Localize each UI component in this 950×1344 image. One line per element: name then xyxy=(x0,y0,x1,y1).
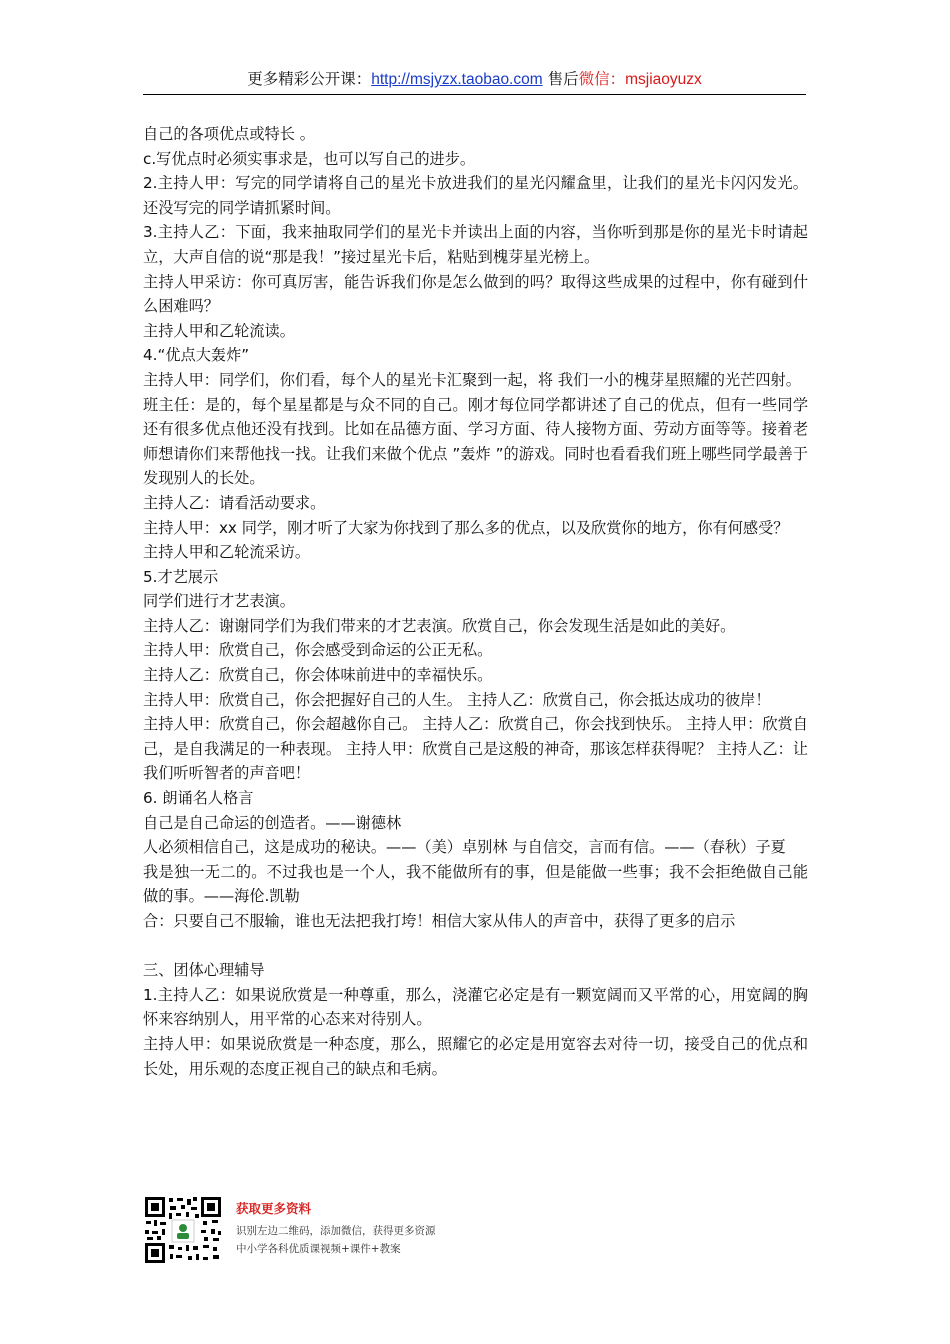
quote: 人必须相信自己，这是成功的秘诀。——（美）卓别林 与自信交，言而有信。——（春秋）子夏 xyxy=(143,838,786,857)
paragraph: 主持人乙：欣赏自己，你会体味前进中的幸福快乐。 xyxy=(143,666,493,685)
wechat-id: msjiaoyuzx xyxy=(625,71,702,88)
paragraph: 3.主持人乙：下面，我来抽取同学们的星光卡并读出上面的内容，当你听到那是你的星光卡时请起立，大声自信的说“那是我！”接过星光卡后，粘贴到槐芽星光榜上。 xyxy=(143,223,808,266)
section-heading: 5.才艺展示 xyxy=(143,567,219,586)
paragraph: 主持人乙：请看活动要求。 xyxy=(143,493,326,512)
quote: 我是独一无二的。不过我也是一个人，我不能做所有的事，但是能做一些事；我不会拒绝做自己能做的事。——海伦.凯勒 xyxy=(143,862,808,906)
section-heading: 三、团体心理辅导 xyxy=(143,961,265,980)
section-heading: 4.“优点大轰炸” xyxy=(143,346,250,365)
promo-title: 获取更多资料 xyxy=(236,1201,312,1216)
paragraph: 主持人甲：xx 同学，刚才听了大家为你找到了那么多的优点，以及欣赏你的地方，你有何感受？ xyxy=(143,518,789,537)
paragraph: 主持人甲：欣赏自己，你会超越你自己。 主持人乙：欣赏自己，你会找到快乐。 主持人甲：欣赏自己，是自我满足的一种表现。 主持人甲：欣赏自己是这般的神奇，那该怎样获得呢？ 主持人乙：让我们听听智者的声音吧！ xyxy=(143,715,808,783)
paragraph: 主持人甲采访：你可真厉害，能告诉我们你是怎么做到的吗？取得这些成果的过程中，你有碰到什么困难吗？ xyxy=(143,272,808,316)
section-heading: 6. 朗诵名人格言 xyxy=(143,789,254,808)
promo-description: 中小学各科优质课视频+课件+教案 xyxy=(236,1243,401,1255)
paragraph: 1.主持人乙：如果说欣赏是一种尊重，那么，浇灌它必定是有一颗宽阔而又平常的心，用宽阔的胸怀来容纳别人，用平常的心态来对待别人。 xyxy=(143,985,808,1029)
promo-banner xyxy=(143,1195,483,1265)
paragraph: 主持人甲和乙轮流采访。 xyxy=(143,543,311,562)
paragraph: 主持人甲：欣赏自己，你会感受到命运的公正无私。 xyxy=(143,641,493,660)
paragraph: 主持人甲：如果说欣赏是一种态度，那么，照耀它的必定是用宽容去对待一切，接受自己的优点和长处，用乐观的态度正视自己的缺点和毛病。 xyxy=(143,1034,808,1078)
after-sales-label: 售后 xyxy=(542,70,579,88)
paragraph: 主持人甲：同学们，你们看，每个人的星光卡汇聚到一起，将 我们一小的槐芽星照耀的光芒四射。 xyxy=(143,370,801,389)
paragraph: 班主任：是的，每个星星都是与众不同的自己。刚才每位同学都讲述了自己的优点，但有一些同学还有很多优点他还没有找到。比如在品德方面、学习方面、待人接物方面、劳动方面等等。接着老师想请你们来帮他找一找。让我们来做个优点 ”轰炸 ”的游戏。同时也看看我们班上哪些同学最善于发现别人的长处。 xyxy=(143,395,808,488)
page-header xyxy=(143,64,806,95)
wechat-label: 微信： xyxy=(578,70,626,88)
qr-code-icon[interactable] xyxy=(143,1195,223,1265)
header-prefix: 更多精彩公开课： xyxy=(247,70,372,88)
paragraph: 合：只要自己不服输，谁也无法把我打垮！相信大家从伟人的声音中，获得了更多的启示 xyxy=(143,912,736,930)
paragraph: 主持人乙：谢谢同学们为我们带来的才艺表演。欣赏自己，你会发现生活是如此的美好。 xyxy=(143,616,736,635)
paragraph: 主持人甲：欣赏自己，你会把握好自己的人生。 主持人乙：欣赏自己，你会抵达成功的彼岸！ xyxy=(143,690,771,709)
paragraph: 主持人甲和乙轮流读。 xyxy=(143,321,295,340)
shop-link[interactable]: http://msjyzx.taobao.com xyxy=(371,71,543,88)
document-body xyxy=(143,122,808,1081)
paragraph: 同学们进行才艺表演。 xyxy=(143,592,295,611)
paragraph: c.写优点时必须实事求是，也可以写自己的进步。 xyxy=(143,149,476,168)
paragraph: 自己的各项优点或特长 。 xyxy=(143,125,315,143)
promo-instruction: 识别左边二维码，添加微信，获得更多资源 xyxy=(236,1225,436,1237)
quote: 自己是自己命运的创造者。——谢德林 xyxy=(143,813,402,832)
paragraph: 2.主持人甲：写完的同学请将自己的星光卡放进我们的星光闪耀盒里，让我们的星光卡闪闪发光。还没写完的同学请抓紧时间。 xyxy=(143,174,808,217)
